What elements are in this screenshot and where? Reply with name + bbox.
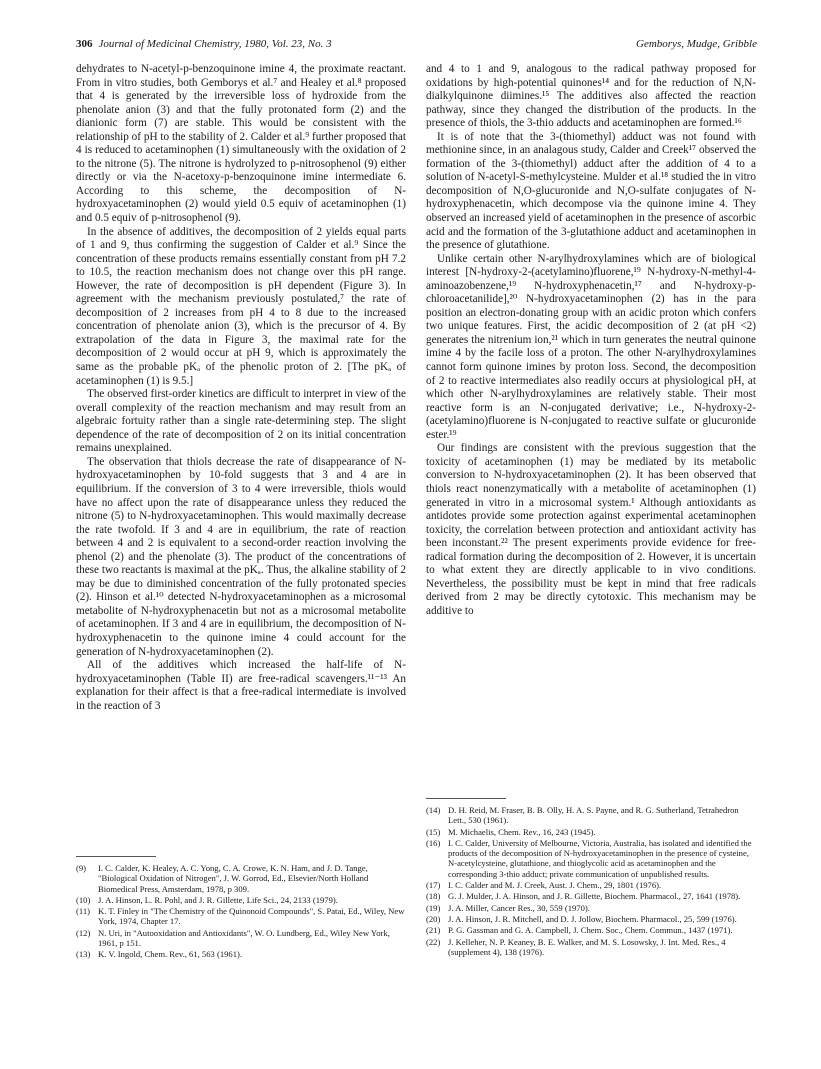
- reference-text: M. Michaelis, Chem. Rev., 16, 243 (1945).: [448, 826, 596, 837]
- footnote-rule: [76, 856, 156, 857]
- reference-text: N. Uri, in "Autooxidation and Antioxidants", W. O. Lundberg, Ed., Wiley New York, 1961, p 151.: [98, 927, 390, 949]
- reference-number: (21): [426, 925, 441, 936]
- right-references: [426, 792, 756, 958]
- reference-item: [76, 928, 406, 949]
- reference-number: (19): [426, 902, 441, 913]
- reference-number: (14): [426, 805, 441, 815]
- reference-item: [426, 827, 756, 837]
- reference-text: J. A. Miller, Cancer Res., 30, 559 (1970).: [448, 902, 590, 913]
- reference-number: (10): [76, 894, 91, 905]
- right-column: [426, 63, 756, 618]
- reference-list: [426, 805, 756, 957]
- reference-text: K. V. Ingold, Chem. Rev., 61, 563 (1961).: [98, 949, 243, 960]
- paragraph: dehydrates to N-acetyl-p-benzoquinone imine 4, the proximate reactant. From in vitro studies, both Gemborys et al.⁷ and Healey et al.⁸ proposed that 4 is generated by the irreversible loss of hydroxide from the phenolate anion (3) and that the fully protonated form (2) and the dianionic form (7) are stable. This would be consistent with the relationship of pH to the stability of 2. Calder et al.⁹ further proposed that 4 is reduced to acetaminophen (1) simultaneously with the oxidation of 2 to the nitrone (5). The nitrone is hydrolyzed to p-nitrosophenol (9) either directly or via the N-acetoxy-p-benzoquinone imine intermediate 6. According to this scheme, the decomposition of N-hydroxyacetaminophen (2) would yield 0.5 equiv of acetaminophen (1) and 0.5 equiv of p-nitrosophenol (9).: [76, 63, 406, 225]
- reference-number: (11): [76, 906, 90, 917]
- reference-text: J. A. Hinson, L. R. Pohl, and J. R. Gillette, Life Sci., 24, 2133 (1979).: [98, 894, 338, 905]
- paragraph: Unlike certain other N-arylhydroxylamines which are of biological interest [N-hydroxy-2-(acetylamino)fluorene,¹⁹ N-hydroxy-N-methyl-4-aminoazobenzene,¹⁹ N-hydroxyphenacetin,¹⁷ and N-hydroxy-p-chloroacetanilide],²⁰ N-hydroxyacetaminophen (2) has in the para position an electron-donating group with an acidic proton which confers two unique features. First, the acidic decomposition of 2 (at pH <2) generates the nitrenium ion,²¹ which in turn generates the neutral quinone imine 4 by the facile loss of a proton. The other N-arylhydroxylamines cannot form quinone imines by proton loss. Second, the decomposition of 2 to reactive intermediates also readily occurs at physiological pH, at which other N-arylhydroxylamines are relatively stable. Their most reactive form is an N-conjugated derivative; i.e., N-hydroxy-2-(acetylamino)fluorene is N-conjugated to reactive sulfate or glucuronide ester.¹⁹: [426, 252, 756, 441]
- reference-number: (22): [426, 936, 441, 947]
- reference-number: (18): [426, 891, 441, 902]
- reference-item: [426, 903, 756, 913]
- reference-number: (20): [426, 913, 441, 924]
- page-header: [76, 38, 757, 54]
- journal-citation: Journal of Medicinal Chemistry, 1980, Vol. 23, No. 3: [98, 38, 332, 50]
- reference-text: I. C. Calder, K. Healey, A. C. Yong, C. A. Crowe, K. N. Ham, and J. D. Tange, "Biological Oxidation of Nitrogen", J. W. Gorrod, Ed., Elsevier/North Holland Biomedical Press, Amsterdam, 1978, p 309.: [98, 863, 369, 894]
- paragraph: The observed first-order kinetics are difficult to interpret in view of the overall complexity of the reaction mechanism and may result from an algebraic fortuity rather than a single rate-determining step. The slight dependence of the rate of decomposition of 2 on its initial concentration remains unexplained.: [76, 388, 406, 455]
- paragraph: In the absence of additives, the decomposition of 2 yields equal parts of 1 and 9, thus confirming the suggestion of Calder et al.⁹ Since the concentration of these products remains essentially constant from pH 7.2 to 10.5, the reaction mechanism does not change over this pH range. However, the rate of decomposition is pH dependent (Figure 3). In agreement with the mechanism previously postulated,⁷ the rate of decomposition of 2 increases from pH 4 to 8 due to the increased concentration of phenolate anion (3), which is the precursor of 4. By extrapolation of the data in Figure 3, the maximal rate for the decomposition of 2 would occur at pH 9, which is approximately the same as the probable pKₐ of the phenolic proton of 2. [The pKₐ of acetaminophen (1) is 9.5.]: [76, 225, 406, 387]
- reference-text: I. C. Calder, University of Melbourne, Victoria, Australia, has isolated and identified the products of the decomposition of N-hydroxyacetaminophen in the presence of cysteine, N-acetylcysteine, glutathione, and thioglycolic acid as acetaminophen and the corresponding 3-thio adduct; private communication of unpublished results.: [448, 837, 752, 879]
- left-column: [76, 63, 406, 713]
- paragraph: It is of note that the 3-(thiomethyl) adduct was not found with methionine since, in an analagous study, Calder and Creek¹⁷ observed the formation of the 3-(thiomethyl) adduct after the addition of 4 to a solution of N-acetyl-S-methylcysteine. Mulder et al.¹⁸ studied the in vitro decomposition of N,O-glucuronide and N,O-sulfate conjugates of N-hydroxyphenacetin, which decompose via the quinone imine 4. They observed an increased yield of acetaminophen in the presence of ascorbic acid and the formation of the 3-glutathione adduct and acetaminophen in the presence of glutathione.: [426, 130, 756, 252]
- page-number: 306: [76, 38, 93, 50]
- paragraph: and 4 to 1 and 9, analogous to the radical pathway proposed for oxidations by high-potential quinones¹⁴ and for the reduction of N,N-dialkylquinone diimines.¹⁵ The additives also affected the reaction pathway, since they changed the distribution of the products. In the presence of thiols, the 3-thio adducts and acetaminophen are formed.¹⁶: [426, 63, 756, 130]
- paragraph: Our findings are consistent with the previous suggestion that the toxicity of acetaminophen (1) may be mediated by its metabolic conversion to N-hydroxyacetaminophen (2). It has been observed that thiols react nonenzymatically with a metabolite of acetaminophen (1) generated in vitro in a microsomal system.¹ Although antioxidants as antidotes provide some protection against experimental acetaminophen toxicity, the correlation between protection and antioxidant activity has been inconstant.²² The present experiments provide evidence for free-radical formation during the decomposition of 2. However, it is uncertain to what extent they are directly applicable to in vivo conditions. Nevertheless, the possibility must be kept in mind that free radicals derived from 2 may be directly cytotoxic. This mechanism may be additive to: [426, 442, 756, 617]
- reference-item: [426, 914, 756, 924]
- reference-list: [76, 863, 406, 960]
- reference-number: (12): [76, 927, 91, 938]
- paragraph: All of the additives which increased the half-life of N-hydroxyacetaminophen (Table II) are free-radical scavengers.¹¹⁻¹³ An explanation for their affect is that a free-radical intermediate is involved in the reaction of 3: [76, 659, 406, 712]
- reference-number: (17): [426, 880, 441, 891]
- reference-text: D. H. Reid, M. Fraser, B. B. Olly, H. A. S. Payne, and R. G. Sutherland, Tetrahedron Lett., 530 (1961).: [448, 805, 739, 826]
- reference-text: J. Kelleher, N. P. Keaney, B. E. Walker, and M. S. Losowsky, J. Int. Med. Res., 4 (supplement 4), 138 (1976).: [448, 936, 726, 957]
- header-authors: Gemborys, Mudge, Gribble: [636, 38, 757, 50]
- reference-text: G. J. Mulder, J. A. Hinson, and J. R. Gillette, Biochem. Pharmacol., 27, 1641 (1978).: [448, 891, 741, 902]
- reference-item: [76, 949, 406, 959]
- reference-text: J. A. Hinson, J. R. Mitchell, and D. J. Jollow, Biochem. Pharmacol., 25, 599 (1976).: [448, 913, 737, 924]
- header-left: [76, 38, 332, 50]
- reference-text: K. T. Finley in "The Chemistry of the Quinonoid Compounds", S. Patai, Ed., Wiley, New York, 1974, Chapter 17.: [98, 906, 405, 927]
- paragraph: The observation that thiols decrease the rate of disappearance of N-hydroxyacetaminophen by 10-fold suggests that 3 and 4 are in equilibrium. If the conversion of 3 to 4 were irreversible, thiols would have no affect upon the rate of disappearance unless they reduced the nitrone (5) to N-hydroxyacetaminophen. This would maximally decrease the rate twofold. If 3 and 4 are in equilibrium, the rate of reaction between 4 and 2 is equivalent to a second-order reaction involving the phenol (2) and the phenolate (3). The product of the concentrations of these two reactants is maximal at the pKₐ. Thus, the alkaline stability of 2 may be due to diminished concentration of the fully protonated species (2). Hinson et al.¹⁰ detected N-hydroxyacetaminophen as a microsomal metabolite of N-hydroxyphenacetin but not as a microsomal metabolite of acetaminophen. If 3 and 4 are in equilibrium, the decomposition of N-hydroxyphenacetin to the quinone imine 4 could account for the generation of N-hydroxyacetaminophen (2).: [76, 455, 406, 658]
- reference-number: (9): [76, 863, 87, 873]
- reference-number: (15): [426, 826, 441, 837]
- footnote-rule: [426, 798, 506, 799]
- reference-item: [76, 895, 406, 905]
- reference-item: [426, 880, 756, 890]
- reference-item: [76, 863, 406, 894]
- reference-item: [426, 805, 756, 826]
- reference-text: P. G. Gassman and G. A. Campbell, J. Chem. Soc., Chem. Commun., 1437 (1971).: [448, 925, 733, 936]
- reference-item: [426, 891, 756, 901]
- reference-item: [426, 925, 756, 935]
- reference-item: [426, 838, 756, 879]
- reference-number: (13): [76, 949, 91, 960]
- reference-text: I. C. Calder and M. J. Creek, Aust. J. Chem., 29, 1801 (1976).: [448, 880, 662, 891]
- reference-number: (16): [426, 837, 441, 848]
- reference-item: [76, 906, 406, 927]
- left-references: [76, 850, 406, 961]
- reference-item: [426, 937, 756, 958]
